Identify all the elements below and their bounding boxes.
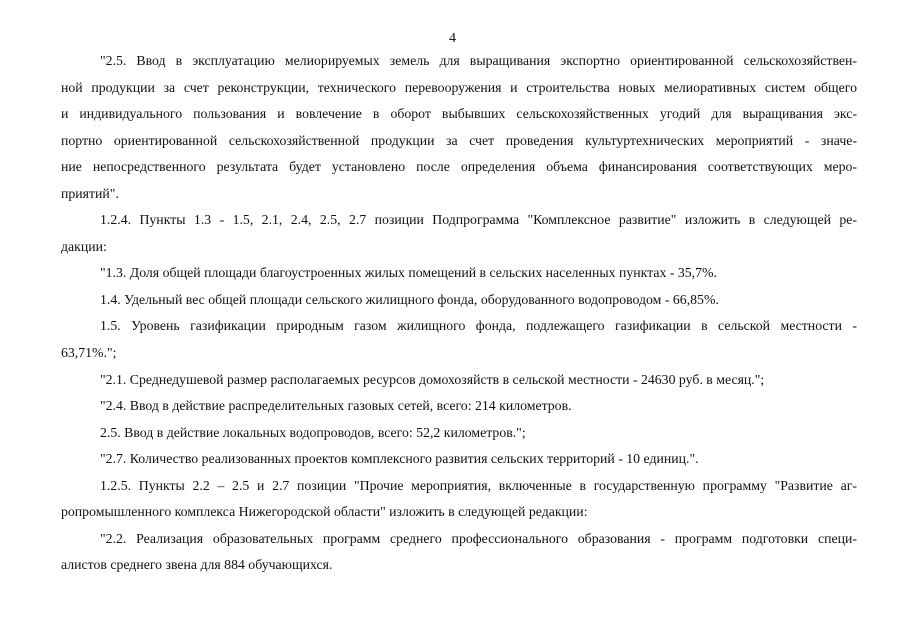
- paragraph-1-4: [61, 291, 857, 318]
- text-line: приятий".: [61, 185, 119, 201]
- document-body: [61, 52, 857, 583]
- text-line: 1.2.4. Пункты 1.3 - 1.5, 2.1, 2.4, 2.5, 2.7 позиции Подпрограмма "Комплексное развитие" изложить в следующей ре-: [100, 212, 857, 228]
- paragraph-1-2-5: [61, 477, 857, 530]
- text-line: ние непосредственного результата будет установлено после определения объема финансирования соответствующих меро-: [61, 159, 857, 175]
- text-line: 1.5. Уровень газификации природным газом жилищного фонда, подлежащего газификации в сельской местности -: [100, 318, 857, 334]
- text-line: "1.3. Доля общей площади благоустроенных жилых помещений в сельских населенных пунктах - 35,7%.: [100, 265, 717, 281]
- text-line: "2.2. Реализация образовательных программ среднего профессионального образования - программ подготовки специ-: [100, 530, 857, 546]
- text-line: ной продукции за счет реконструкции, технического перевооружения и строительства новых мелиоративных систем общего: [61, 79, 857, 95]
- page-number: 4: [449, 31, 456, 46]
- paragraph-2-2: [61, 530, 857, 583]
- text-line: дакции:: [61, 238, 107, 254]
- text-line: алистов среднего звена для 884 обучающихся.: [61, 557, 333, 573]
- text-line: 1.2.5. Пункты 2.2 – 2.5 и 2.7 позиции "Прочие мероприятия, включенные в государственную программу "Развитие аг-: [100, 477, 857, 493]
- paragraph-2-5: [61, 424, 857, 451]
- paragraph-1-3: [61, 264, 857, 291]
- text-line: "2.1. Среднедушевой размер располагаемых ресурсов домохозяйств в сельской местности - 24630 руб. в месяц.";: [100, 371, 765, 387]
- text-line: 1.4. Удельный вес общей площади сельского жилищного фонда, оборудованного водопроводом - 66,85%.: [100, 291, 719, 307]
- text-line: ропромышленного комплекса Нижегородской области" изложить в следующей редакции:: [61, 504, 588, 520]
- paragraph-2-1: [61, 371, 857, 398]
- paragraph-1-5: [61, 317, 857, 370]
- text-line: и индивидуального пользования и вовлечение в оборот выбывших сельскохозяйственных угодий для выращивания экс-: [61, 106, 857, 122]
- paragraph-1-2-4: [61, 211, 857, 264]
- paragraph-2-4: [61, 397, 857, 424]
- text-line: 2.5. Ввод в действие локальных водопроводов, всего: 52,2 километров.";: [100, 424, 526, 440]
- text-line: "2.4. Ввод в действие распределительных газовых сетей, всего: 214 километров.: [100, 398, 572, 414]
- text-line: "2.5. Ввод в эксплуатацию мелиорируемых земель для выращивания экспортно ориентированной сельскохозяйствен-: [100, 53, 857, 68]
- paragraph-2-7: [61, 450, 857, 477]
- text-line: портно ориентированной сельскохозяйственной продукции за счет проведения культуртехнических мероприятий - значе-: [61, 132, 857, 148]
- paragraph-2-5-land-reclamation: [61, 52, 857, 211]
- text-line: "2.7. Количество реализованных проектов комплексного развития сельских территорий - 10 единиц.".: [100, 451, 699, 467]
- text-line: 63,71%.";: [61, 345, 117, 361]
